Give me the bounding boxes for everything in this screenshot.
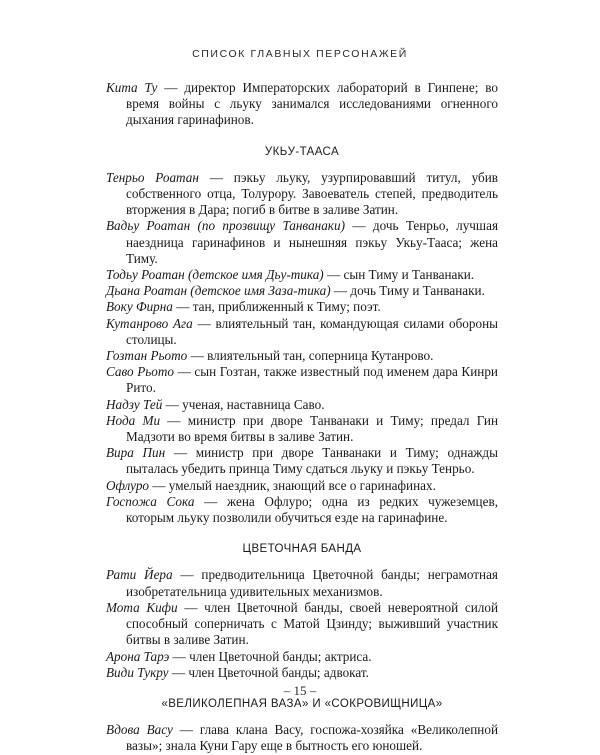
character-name: Рати Йера — [106, 567, 173, 583]
character-name: Види Тукру — [106, 664, 169, 680]
character-name: Вира Пин — [106, 445, 166, 461]
character-description: — член Цветочной банды; адвокат. — [168, 664, 369, 680]
character-description: — тан, приближенный к Тиму; поэт. — [172, 299, 381, 315]
character-entry — [106, 478, 498, 494]
character-description: — жена Офлуро; одна из редких чужеземцев, которым льуку позволили обучиться езде на гаринафине. — [126, 493, 498, 526]
character-entry — [106, 80, 498, 129]
section-heading: ЦВЕТОЧНАЯ БАНДА — [242, 543, 362, 556]
section-heading: «ВЕЛИКОЛЕПНАЯ ВАЗА» И «СОКРОВИЩНИЦА» — [161, 697, 443, 710]
character-description: — глава клана Васу, госпожа-хозяйка «Великолепной вазы»; знала Куни Гару еще в бытность его юношей. — [126, 722, 498, 754]
character-entry — [106, 348, 498, 364]
character-description: — сын Тиму и Танванаки. — [323, 267, 475, 283]
character-entry — [106, 600, 498, 649]
character-entry — [106, 170, 498, 219]
character-name: Нода Ми — [106, 412, 161, 428]
character-entry — [106, 649, 498, 665]
character-description: — влиятельный тан, соперница Кутанрово. — [187, 348, 434, 364]
character-description: — ученая, наставница Саво. — [162, 396, 325, 412]
character-entry — [106, 283, 498, 299]
character-description: — умелый наездник, знающий все о гаринафинах. — [149, 477, 436, 493]
character-entry — [106, 494, 498, 526]
character-entry — [106, 299, 498, 315]
running-title: СПИСОК ГЛАВНЫХ ПЕРСОНАЖЕЙ — [192, 48, 408, 60]
character-name: Дьана Роатан (детское имя Заза-тика) — [106, 283, 331, 299]
character-entry — [106, 413, 498, 445]
character-description: — член Цветочной банды, своей невероятной силой способный соперничать с Матой Цзинду; выживший участник битвы в заливе Затин. — [126, 599, 498, 648]
character-entry — [106, 665, 498, 681]
character-name: Мота Кифи — [106, 599, 178, 615]
character-name: Кутанрово Ага — [106, 315, 193, 331]
character-entry — [106, 567, 498, 599]
page-number: – 15 – — [283, 683, 317, 698]
character-name: Воку Фирна — [106, 299, 173, 315]
character-name: Госпожа Сока — [106, 493, 195, 509]
character-name: Тодьу Роатан (детское имя Дьу-тика) — [106, 267, 324, 283]
character-description: — дочь Тиму и Танванаки. — [330, 283, 485, 299]
character-name: Вдова Васу — [106, 722, 173, 738]
character-name: Арона Тарэ — [106, 648, 170, 664]
character-description: — сын Гозтан, также известный под именем дара Кинри Рито. — [126, 364, 498, 396]
character-description: — влиятельный тан, командующая силами обороны столицы. — [126, 315, 498, 347]
character-name: Офлуро — [106, 477, 150, 493]
character-description: — министр при дворе Танванаки и Тиму; однажды пыталась убедить принца Тиму сдаться льуку и пэкьу Тенрьо. — [126, 445, 498, 477]
character-name: Гозтан Рьото — [106, 348, 188, 364]
character-entry — [106, 316, 498, 348]
character-name: Саво Рьото — [106, 364, 174, 380]
character-name: Кита Ту — [106, 80, 158, 95]
character-description: — пэкьу льуку, узурпировавший титул, убив собственного отца, Толурору. Завоеватель степей, предводитель вторжения в Дара; погиб в битве в заливе Затин. — [126, 169, 499, 218]
character-description: — член Цветочной банды; актриса. — [169, 648, 372, 664]
character-description: — министр при дворе Танванаки и Тиму; предал Гин Мадзоти во время битвы в заливе Затин. — [126, 412, 498, 445]
character-name: Надзу Тей — [106, 396, 163, 412]
character-description: — предводительница Цветочной банды; неграмотная изобретательница удивительных механизмов. — [126, 567, 498, 599]
character-name: Тенрьо Роатан — [106, 169, 199, 185]
character-description: — дочь Тенрьо, лучшая наездница гаринафинов и нынешняя пэкьу Укьу-Тааса; жена Тиму. — [126, 218, 499, 266]
character-entry — [106, 267, 498, 283]
character-entry — [106, 445, 498, 477]
character-list — [106, 80, 498, 755]
section-heading: УКЬУ-ТААСА — [264, 145, 340, 158]
character-entry — [106, 397, 498, 413]
character-entry — [106, 218, 498, 267]
character-description: — директор Императорских лабораторий в Гинпене; во время войны с льуку занимался исследованиями огненного дыхания гаринафинов. — [126, 80, 498, 128]
character-entry — [106, 364, 498, 396]
character-name: Вадьу Роатан (по прозвищу Танванаки) — [106, 218, 345, 234]
